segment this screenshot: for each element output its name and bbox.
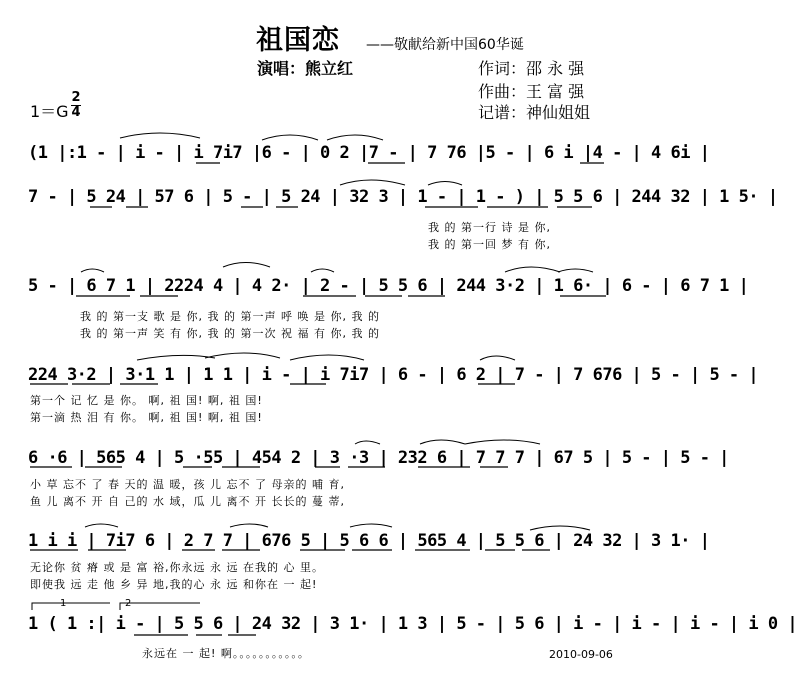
key-signature: 1＝G	[30, 102, 69, 121]
volta-brackets	[32, 603, 200, 610]
lyrics-line-5b: 鱼 儿 离不 开 自 己的 水 域，瓜 儿 离不 开 长长的 蔓 蒂,	[30, 495, 345, 508]
score-line-3: 5 - | 6 7 1 | 2224 4 | 4 2· | 2 - | 5 5 6 | 244 3·2 | 1 6· | 6 - | 6 7 1 |	[28, 276, 749, 296]
transcription-date: 2010-09-06	[549, 648, 613, 661]
volta-ending-2: 2	[125, 598, 132, 609]
time-signature-top: 2	[71, 90, 81, 105]
score-line-2: 7 - | 5 24 | 57 6 | 5 - | 5 24 | 32 3 | 1 - | 1 - ) | 5 5 6 | 244 32 | 1 5· |	[28, 187, 778, 207]
transcriber-credit: 记谱：神仙姐姐	[478, 103, 591, 122]
time-signature-bottom: 4	[71, 105, 81, 120]
volta-ending-1: 1	[60, 598, 67, 609]
lyrics-line-2a: 我 的 第一行 诗 是 你,	[428, 221, 551, 234]
lyrics-line-6b: 即使我 远 走 他 乡 异 地,我的心 永 远 和你在 一 起!	[30, 578, 318, 591]
song-subtitle: ——敬献给新中国60华诞	[366, 37, 524, 53]
lyrics-line-6a: 无论你 贫 瘠 或 是 富 裕,你永远 永 远 在我的 心 里。	[30, 561, 324, 574]
score-line-4: 224 3·2 | 3·1 1 | 1 1 | i - | i 7i7 | 6 - | 6 2 | 7 - | 7 676 | 5 - | 5 - |	[28, 365, 759, 385]
lyrics-line-7: 永远在 一 起! 啊。。。。。。。。。。。	[142, 647, 310, 660]
lyrics-line-5a: 小 草 忘不 了 春 天的 温 暖，孩 儿 忘不 了 母亲的 哺 育,	[30, 478, 345, 491]
score-line-6: 1 i i | 7i7 6 | 2 7 7 | 676 5 | 5 6 6 | 565 4 | 5 5 6 | 24 32 | 3 1· |	[28, 531, 710, 551]
lyrics-line-4b: 第一滴 热 泪 有 你。 啊, 祖 国! 啊, 祖 国!	[30, 411, 263, 424]
singer-credit: 演唱：熊立红	[257, 59, 354, 78]
lyrics-line-3a: 我 的 第一支 歌 是 你, 我 的 第一声 呼 唤 是 你, 我 的	[80, 310, 380, 323]
lyrics-line-4a: 第一个 记 忆 是 你。 啊, 祖 国! 啊, 祖 国!	[30, 394, 263, 407]
time-signature	[71, 92, 81, 119]
song-title: 祖国恋	[256, 25, 340, 56]
score-line-5: 6 ·6 | 565 4 | 5 ·55 | 454 2 | 3 ·3 | 232 6 | 7 7 7 | 67 5 | 5 - | 5 - |	[28, 448, 729, 468]
score-line-1: (1 |:1 - | i - | i 7i7 |6 - | 0 2 |7 - | 7 76 |5 - | 6 i |4 - | 4 6i |	[28, 143, 710, 163]
lyrics-line-2b: 我 的 第一回 梦 有 你,	[428, 238, 551, 251]
score-line-7: 1 ( 1 :| i - | 5 5 6 | 24 32 | 3 1· | 1 3 | 5 - | 5 6 | i - | i - | i - | i 0 |	[28, 614, 797, 634]
lyrics-line-3b: 我 的 第一声 笑 有 你, 我 的 第一次 祝 福 有 你, 我 的	[80, 327, 380, 340]
lyricist-credit: 作词：邵 永 强	[478, 59, 585, 78]
composer-credit: 作曲：王 富 强	[478, 82, 585, 101]
